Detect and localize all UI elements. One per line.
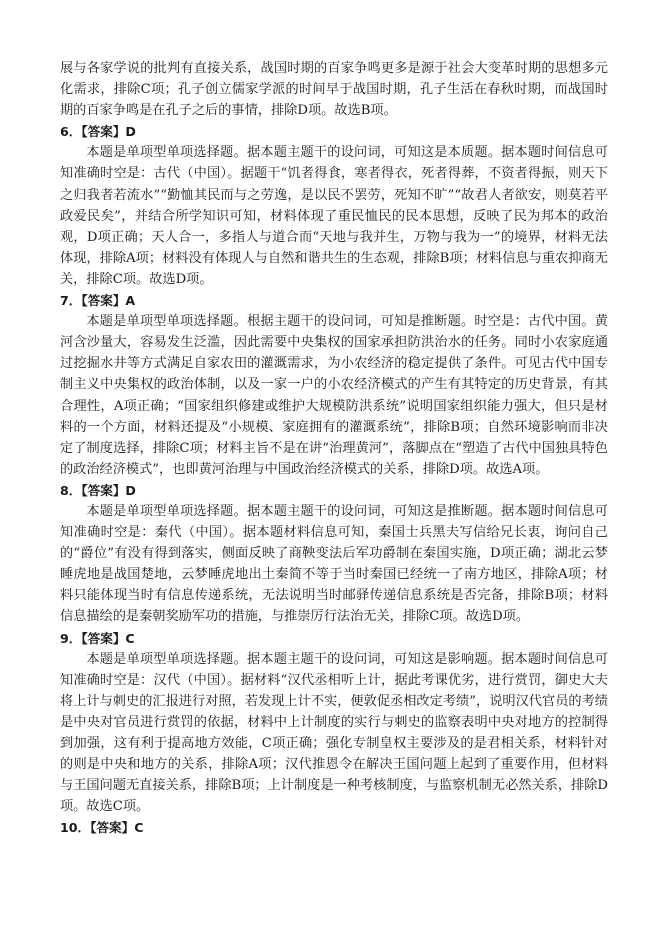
answer-label-9: 9．【答案】C (60, 630, 135, 646)
explanation-7: 本题是单项型单项选择题。根据主题干的设问词，可知是推断题。时空是：古代中国。黄河含沙量大，容易发生泛滥，因此需要中央集权的国家承担防洪治水的任务。同时小农家庭通过挖掘水井等方式满足自家农田的灌溉需求，为小农经济的稳定提供了条件。可见古代中国专制主义中央集权的政治体制，以及一家一户的小农经济模式的产生有其特定的历史背景，有其合理性，A项正确；“国家组织修建或维护大规模防洪系统”说明国家组织能力强大，但只是材料的一个方面，材料还提及“小规模、家庭拥有的灌溉系统”，排除B项；自然环境影响而非决定了制度选择，排除C项；材料主旨不是在讲“治理黄河”，落脚点在“塑造了古代中国独具特色的政治经济模式”，也即黄河治理与中国政治经济模式的关系，排除D项。故选A项。 (60, 314, 608, 477)
answer-label-8: 8．【答案】D (60, 482, 136, 498)
explanation-9: 本题是单项型单项选择题。据本题主题干的设问词，可知这是影响题。据本题时间信息可知准确时空是：汉代（中国）。据材料“汉代丞相听上计，据此考课优劣，进行赏罚，御史大夫将上计与刺史的汇报进行对照，若发现上计不实，便敦促丞相改定考绩”，说明汉代官员的考绩是中央对官员进行赏罚的依据，材料中上计制度的实行与刺史的监察表明中央对地方的控制得到加强，这有利于提高地方效能，C项正确；强化专制皇权主要涉及的是君相关系，材料针对的则是中央和地方的关系，排除A项；汉代推恩令在解决王国问题上起到了重要作用，但材料与王国问题无直接关系，排除B项；上计制度是一种考核制度，与监察机制无必然关系，排除D项。故选C项。 (60, 651, 608, 815)
explanation-6: 本题是单项型单项选择题。据本题主题干的设问词，可知这是本质题。据本题时间信息可知准确时空是：古代（中国）。据题干“饥者得食，寒者得衣，死者得葬，不资者得振，则天下之归我者若流水”“勤恤其民而与之劳逸，是以民不罢劳，死知不旷”“故君人者欲安，则莫若平政爱民矣”，并结合所学知识可知，材料体现了重民恤民的民本思想，反映了民为邦本的政治观，D项正确；天人合一，多指人与道合而“天地与我并生，万物与我为一”的境界，材料无法体现，排除A项；材料没有体现人与自然和谐共生的生态观，排除B项；材料信息与重农抑商无关，排除C项。故选D项。 (60, 145, 608, 287)
answer-label-10: 10．【答案】C (60, 820, 144, 836)
answer-label-7: 7．【答案】A (60, 293, 136, 309)
intro-paragraph: 展与各家学说的批判有直接关系，战国时期的百家争鸣更多是源于社会大变革时期的思想多元化需求，排除C项；孔子创立儒家学派的时间早于战国时期，孔子生活在春秋时期，而战国时期的百家争鸣是在孔子之后的事情，排除D项。故选B项。 (60, 61, 608, 119)
explanation-8: 本题是单项型单项选择题。据本题主题干的设问词，可知这是推断题。据本题时间信息可知准确时空是：秦代（中国）。据本题材料信息可知，秦国士兵黑夫写信给兄长衷，询问自己的“爵位”有没有得到落实，侧面反映了商鞅变法后军功爵制在秦国实施，D项正确；湖北云梦睡虎地是战国楚地，云梦睡虎地出土秦简不等于当时秦国已经统一了南方地区，排除A项；材料只能体现当时有信息传递系统，无法说明当时邮驿传递信息系统是否完备，排除B项；材料信息描绘的是秦朝奖励军功的措施，与推崇厉行法治无关，排除C项。故选D项。 (60, 503, 608, 625)
answer-label-6: 6．【答案】D (60, 124, 136, 140)
answer-explanation-page (60, 58, 608, 838)
